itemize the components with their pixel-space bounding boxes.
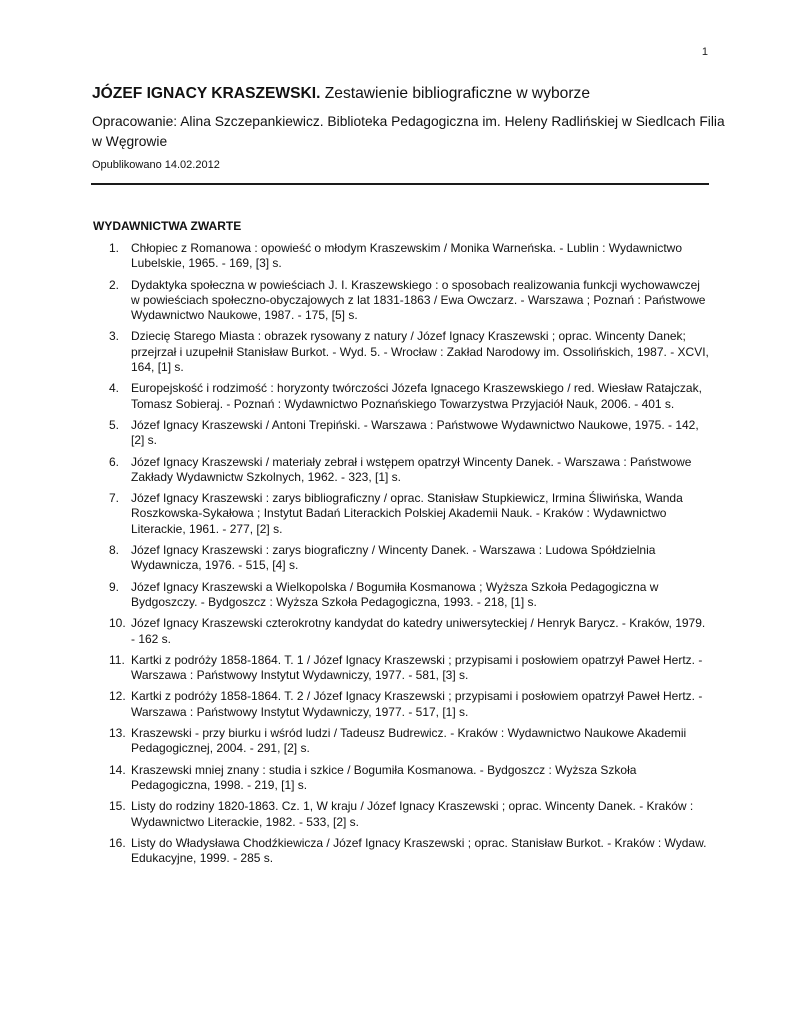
item-number: 5.	[109, 417, 120, 432]
item-entry: Józef Ignacy Kraszewski / Antoni Trepiński. - Warszawa : Państwowe Wydawnictwo Naukowe, 1975. - 142, [2] s.	[131, 417, 699, 448]
item-entry: Kartki z podróży 1858-1864. T. 1 / Józef Ignacy Kraszewski ; przypisami i posłowiem opatrzył Paweł Hertz. - Warszawa : Państwowy Instytut Wydawniczy, 1977. - 581, [3] s.	[131, 652, 703, 683]
item-number: 13.	[109, 726, 126, 741]
document-subtitle: Opracowanie: Alina Szczepankiewicz. Biblioteka Pedagogiczna im. Heleny Radlińskiej w Siedlcach Filia w Węgrowie	[92, 114, 725, 149]
list-item	[93, 381, 713, 412]
item-entry: Józef Ignacy Kraszewski czterokrotny kandydat do katedry uniwersyteckiej / Henryk Barycz. - Kraków, 1979. - 162 s.	[131, 616, 706, 646]
item-number: 3.	[109, 329, 120, 344]
item-number: 16.	[109, 835, 126, 850]
list-item	[93, 418, 713, 449]
list-item	[93, 799, 713, 830]
list-item	[93, 580, 713, 611]
item-number: 7.	[109, 491, 120, 506]
list-item	[93, 491, 713, 537]
list-item	[93, 455, 713, 486]
list-item	[93, 616, 713, 647]
item-number: 6.	[109, 454, 120, 469]
list-item	[93, 689, 713, 720]
item-entry: Dziecię Starego Miasta : obrazek rysowany z natury / Józef Ignacy Kraszewski ; oprac. Wincenty Danek; przejrzał i uzupełnił Stanisław Burkot. - Wyd. 5. - Wrocław : Zakład Narodowy im. Ossolińskich, 1987. - XCVI, 164, [1] s.	[131, 329, 709, 375]
item-entry: Europejskość i rodzimość : horyzonty twórczości Józefa Ignacego Kraszewskiego / red. Wiesław Ratajczak, Tomasz Sobieraj. - Poznań : Wydawnictwo Poznańskiego Towarzystwa Przyjaciół Nauk, 2006. - 401 s.	[131, 381, 702, 411]
list-item	[93, 763, 713, 794]
title-author: JÓZEF IGNACY KRASZEWSKI.	[92, 85, 321, 102]
item-number: 11.	[109, 652, 125, 667]
item-number: 10.	[109, 616, 126, 631]
item-entry: Chłopiec z Romanowa : opowieść o młodym Kraszewskim / Monika Warneńska. - Lublin : Wydawnictwo Lubelskie, 1965. - 169, [3] s.	[131, 241, 682, 271]
section-heading: WYDAWNICTWA ZWARTE	[93, 219, 242, 233]
item-number: 9.	[109, 579, 120, 594]
item-number: 1.	[109, 241, 120, 255]
item-entry: Kartki z podróży 1858-1864. T. 2 / Józef Ignacy Kraszewski ; przypisami i posłowiem opatrzył Paweł Hertz. - Warszawa : Państwowy Instytut Wydawniczy, 1977. - 517, [1] s.	[131, 689, 703, 719]
title-description: Zestawienie bibliograficzne w wyborze	[320, 85, 591, 102]
item-entry: Dydaktyka społeczna w powieściach J. I. Kraszewskiego : o sposobach realizowania funkcji wychowawczej w powieściach społeczno-obyczajowych z lat 1831-1863 / Ewa Owczarz. - Warszawa ; Poznań : Państwowe Wydawnictwo Naukowe, 1987. - 175, [5] s.	[131, 277, 706, 323]
document-header	[92, 84, 725, 172]
document-title	[92, 84, 708, 104]
item-entry: Józef Ignacy Kraszewski / materiały zebrał i wstępem opatrzył Wincenty Danek. - Warszawa : Państwowe Zakłady Wydawnictw Szkolnych, 1962. - 323, [1] s.	[131, 454, 692, 484]
item-entry: Józef Ignacy Kraszewski : zarys bibliograficzny / oprac. Stanisław Stupkiewicz, Irmina Śliwińska, Wanda Roszkowska-Sykałowa ; Instytut Badań Literackich Polskiej Akademii Nauk. - Kraków : Wydawnictwo Literackie, 1961. - 277, [2] s.	[131, 491, 683, 536]
item-number: 12.	[109, 689, 126, 704]
bibliography-section	[93, 218, 713, 872]
header-divider	[91, 183, 709, 185]
item-number: 15.	[109, 799, 126, 814]
list-item	[93, 726, 713, 757]
item-entry: Kraszewski - przy biurku i wśród ludzi / Tadeusz Budrewicz. - Kraków : Wydawnictwo Naukowe Akademii Pedagogicznej, 2004. - 291, [2] s.	[131, 726, 687, 756]
item-number: 4.	[109, 381, 120, 396]
publication-date: Opublikowano 14.02.2012	[92, 159, 220, 171]
bibliography-list	[93, 241, 713, 866]
page-number: 1	[701, 46, 708, 58]
item-number: 8.	[109, 543, 120, 558]
list-item	[93, 278, 713, 324]
list-item	[93, 836, 713, 867]
item-entry: Józef Ignacy Kraszewski : zarys biograficzny / Wincenty Danek. - Warszawa : Ludowa Spółdzielnia Wydawnicza, 1976. - 515, [4] s.	[131, 543, 656, 573]
list-item	[93, 241, 713, 272]
list-item	[93, 543, 713, 574]
list-item	[93, 653, 713, 684]
item-entry: Listy do rodziny 1820-1863. Cz. 1, W kraju / Józef Ignacy Kraszewski ; oprac. Wincenty Danek. - Kraków : Wydawnictwo Literackie, 1982. - 533, [2] s.	[131, 799, 694, 829]
item-entry: Kraszewski mniej znany : studia i szkice / Bogumiła Kosmanowa. - Bydgoszcz : Wyższa Szkoła Pedagogiczna, 1998. - 219, [1] s.	[131, 762, 637, 792]
list-item	[93, 329, 713, 375]
item-number: 14.	[109, 762, 126, 777]
item-entry: Listy do Władysława Chodźkiewicza / Józef Ignacy Kraszewski ; oprac. Stanisław Burkot. - Kraków : Wydaw. Edukacyjne, 1999. - 285 s.	[131, 835, 707, 866]
item-number: 2.	[109, 277, 120, 292]
item-entry: Józef Ignacy Kraszewski a Wielkopolska / Bogumiła Kosmanowa ; Wyższa Szkoła Pedagogiczna w Bydgoszczy. - Bydgoszcz : Wyższa Szkoła Pedagogiczna, 1993. - 218, [1] s.	[131, 579, 659, 609]
